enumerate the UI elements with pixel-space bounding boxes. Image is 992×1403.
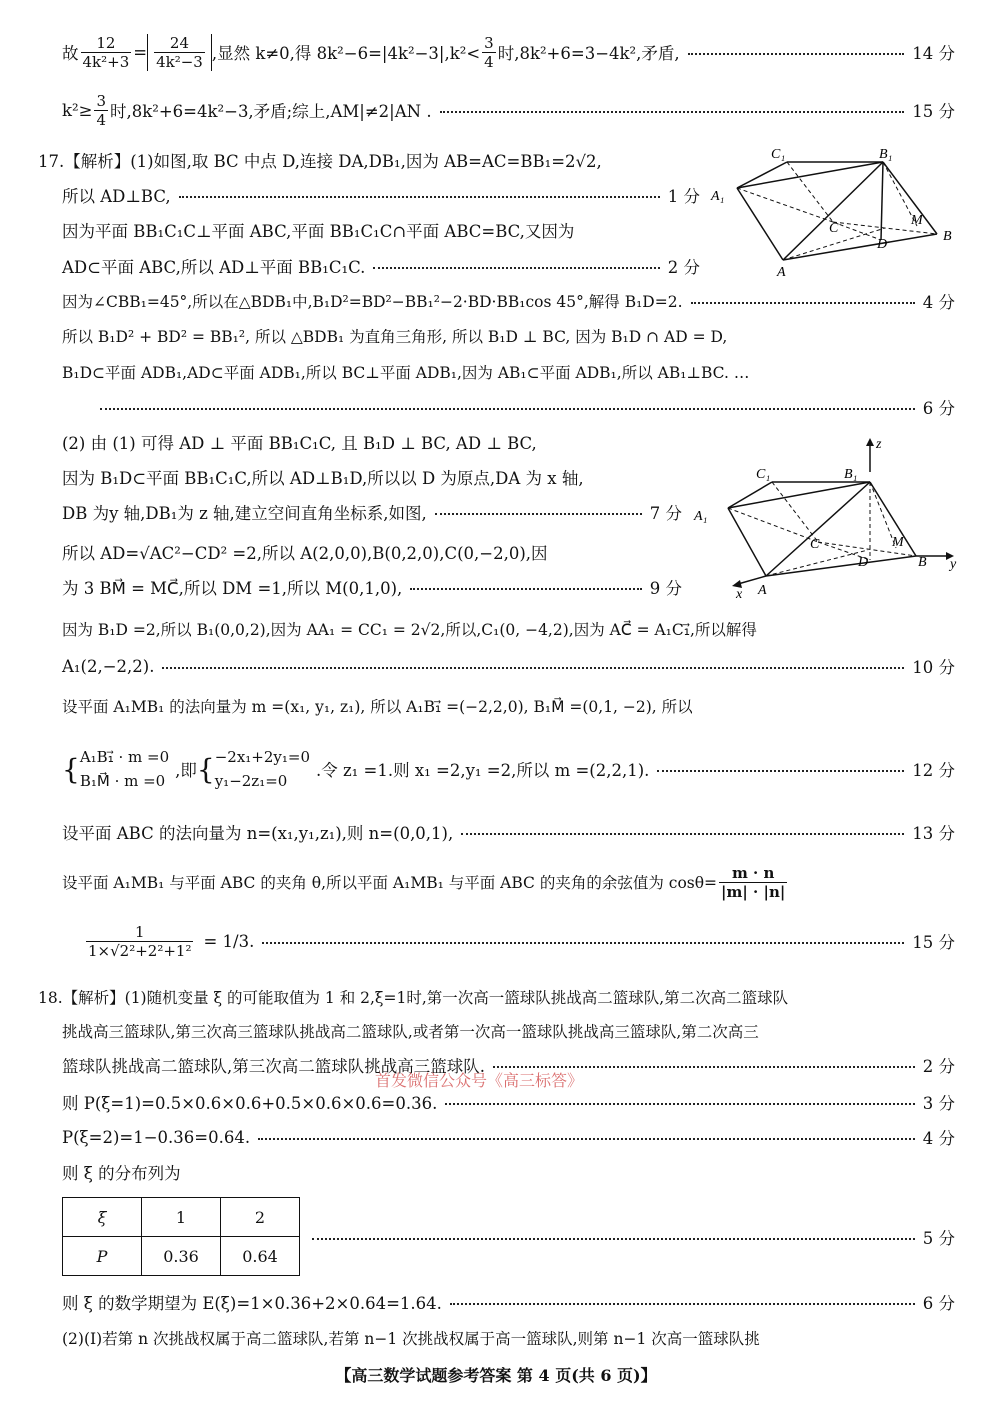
label-d: D [858,555,869,570]
text: 因为∠CBB₁=45°,所以在△BDB₁中,B₁D²=BD²−BB₁²−2·BD·BB₁cos 45°,解得 B₁D=2. [62,293,683,311]
line-13 [62,500,682,524]
text: 所以 AD=√AC²−CD² =2,所以 A(2,0,0),B(0,2,0),C(0,−2,0),因 [62,544,548,563]
score: 1 分 [667,187,700,206]
denominator: 4 [96,110,106,129]
denominator: 4 [484,52,494,71]
text: ,即 [175,761,197,780]
score: 7 分 [649,504,682,523]
leader-dots [312,1238,915,1240]
label-m: M [911,213,923,228]
text: 篮球队挑战高二篮球队,第三次高二篮球队挑战高三篮球队. [62,1057,485,1076]
text: (2) 由 (1) 可得 AD ⊥ 平面 BB₁C₁C, 且 B₁D ⊥ BC, AD ⊥ BC, [62,434,537,453]
leader-dots [262,942,904,944]
left-brace: { [196,752,215,786]
text: ,显然 k≠0,得 8k²−6=|4k²−3|,k²< [211,44,481,63]
text: 设平面 ABC 的法向量为 n=(x₁,y₁,z₁),则 n=(0,0,1), [62,824,454,843]
line-30 [62,1290,955,1314]
text: P(ξ=2)=1−0.36=0.64. [62,1127,251,1147]
page-footer: 【高三数学试题参考答案 第 4 页(共 6 页)】 [335,1366,657,1385]
score: 10 分 [912,658,955,677]
line-19 [62,738,955,800]
text: 则 P(ξ=1)=0.5×0.6×0.6+0.5×0.6×0.6=0.36. [62,1094,438,1113]
text: 则 ξ 的分布列为 [62,1164,181,1183]
text: 所以 AD⊥BC, [62,187,171,206]
line-29 [312,1225,955,1249]
score: 12 分 [912,761,955,780]
leader-dots [435,513,642,515]
line-23 [38,985,955,1009]
line-6 [62,254,700,278]
line-9 [62,360,955,384]
leader-dots [373,267,659,269]
leader-dots [162,667,904,669]
fraction [94,92,108,129]
numerator: 1 [134,922,145,941]
text: 为 3 BM⃗ = MC⃗,所以 DM =1,所以 M(0,1,0), [62,579,403,598]
label-b1: B₁ [879,147,893,162]
score: 6 分 [922,1294,955,1313]
label-c1: C₁ [771,147,786,162]
numerator: 24 [169,33,190,52]
line-12 [62,465,700,489]
absolute-value [147,34,212,71]
label-x-axis: x [736,587,743,602]
equation: y₁−2z₁=0 [214,772,288,790]
line-4 [62,183,700,207]
table-cell: 0.64 [221,1237,300,1276]
table-cell: 1 [142,1198,221,1237]
leader-dots [410,588,642,590]
line-24 [62,1019,955,1043]
line-31 [62,1326,955,1350]
label-b: B [943,229,952,244]
score: 6 分 [922,399,955,418]
line-10 [62,395,955,419]
label-c1: C₁ [756,467,771,482]
fraction [719,864,787,901]
equation: −2x₁+2y₁=0 [214,748,310,766]
text: 因为 B₁D =2,所以 B₁(0,0,2),因为 AA₁ = CC₁ = 2√2,所以,C₁(0, −4,2),因为 AC⃗ = A₁C₁⃗,所以解得 [62,621,757,639]
fraction [86,923,193,960]
text: 设平面 A₁MB₁ 的法向量为 m =(x₁, y₁, z₁), 所以 A₁B₁⃗ =(−2,2,0), B₁M⃗ =(0,1, −2), 所以 [62,698,693,716]
text: = [133,42,148,62]
numerator: 3 [484,33,494,52]
line-26 [62,1090,955,1114]
line-8 [62,324,955,348]
denominator: 4k²+3 [82,52,130,71]
system-2 [215,745,310,793]
line-18 [62,694,955,718]
score: 15 分 [912,933,955,952]
text: k²≥ [62,100,93,120]
score: 13 分 [912,824,955,843]
text: AD⊂平面 ABC,所以 AD⊥平面 BB₁C₁C. [62,258,366,277]
system-1 [80,745,169,793]
table-cell: 2 [221,1198,300,1237]
denominator: 4k²−3 [156,52,203,71]
table-cell: 0.36 [142,1237,221,1276]
score: 4 分 [922,293,955,312]
label-y-axis: y [950,557,957,572]
score: 15 分 [912,102,955,121]
line-15 [62,575,682,599]
equation: B₁M⃗ · m =0 [79,772,166,790]
prism-figure-1 [705,140,965,285]
text: 因为 B₁D⊂平面 BB₁C₁C,所以 AD⊥B₁D,所以以 D 为原点,DA 为 x 轴, [62,469,584,488]
label-c: C [829,221,839,236]
label-a: A [777,265,786,280]
score: 2 分 [922,1057,955,1076]
numerator: 3 [96,91,106,110]
denominator: |m| · |n| [721,882,786,901]
label-d: D [877,237,888,252]
score: 2 分 [667,258,700,277]
leader-dots [461,833,904,835]
leader-dots [657,770,904,772]
line-1 [62,30,955,74]
score: 9 分 [649,579,682,598]
table-row [63,1198,300,1237]
prism-figure-2 [692,432,967,602]
text: B₁D⊂平面 ADB₁,AD⊂平面 ADB₁,所以 BC⊥平面 ADB₁,因为 AB₁⊂平面 ADB₁,所以 AB₁⊥BC. … [62,364,750,382]
text: (2)(Ⅰ)若第 n 次挑战权属于高二篮球队,若第 n−1 次挑战权属于高一篮球队,则第 n−1 次高一篮球队挑 [62,1330,760,1348]
table-row [63,1237,300,1276]
line-20 [62,820,955,844]
score: 14 分 [912,44,955,63]
score: 5 分 [922,1229,955,1248]
leader-dots [440,111,905,113]
text: = 1/3. [203,931,255,951]
line-3 [38,148,700,172]
leader-dots [445,1103,914,1105]
leader-dots [691,302,915,304]
line-11 [62,430,700,454]
label-z-axis: z [876,437,882,452]
numerator: m · n [731,863,775,882]
score: 3 分 [922,1094,955,1113]
line-2 [62,88,955,132]
leader-dots [688,53,905,55]
numerator: 12 [96,33,116,52]
label-b: B [918,555,927,570]
line-28 [62,1160,955,1184]
text: .令 z₁ =1.则 x₁ =2,y₁ =2,所以 m =(2,2,1). [316,761,650,780]
label-a1: A₁ [694,509,708,524]
line-17 [62,654,955,678]
text: 设平面 A₁MB₁ 与平面 ABC 的夹角 θ,所以平面 A₁MB₁ 与平面 ABC 的夹角的余弦值为 cosθ= [62,874,718,892]
line-22 [84,918,955,964]
line-16 [62,617,955,641]
watermark: 首发微信公众号《高三标答》 [375,1071,584,1090]
text: A₁(2,−2,2). [62,656,155,676]
text: 则 ξ 的数学期望为 E(ξ)=1×0.36+2×0.64=1.64. [62,1294,442,1313]
denominator: 1×√2²+2²+1² [88,941,192,960]
text: 时,8k²+6=3−4k²,矛盾, [497,44,680,63]
text: 18.【解析】(1)随机变量 ξ 的可能取值为 1 和 2,ξ=1时,第一次高一篮球队挑战高二篮球队,第二次高二篮球队 [38,989,789,1007]
text: 17.【解析】(1)如图,取 BC 中点 D,连接 DA,DB₁,因为 AB=AC=BB₁=2√2, [38,152,602,171]
line-5 [62,218,700,242]
text: 挑战高三篮球队,第三次高三篮球队挑战高二篮球队,或者第一次高一篮球队挑战高三篮球队,第二次高三 [62,1023,759,1041]
text: DB 为y 轴,DB₁为 z 轴,建立空间直角坐标系,如图, [62,504,427,523]
text: 因为平面 BB₁C₁C⊥平面 ABC,平面 BB₁C₁C∩平面 ABC=BC,又因为 [62,222,575,241]
leader-dots [100,408,915,410]
fraction [154,34,205,71]
line-7 [62,289,955,313]
fraction [81,34,132,71]
line-21 [62,860,955,904]
left-brace: { [62,752,80,786]
label-a: A [758,583,767,598]
table-cell: ξ [63,1198,142,1237]
leader-dots [179,196,660,198]
score: 4 分 [922,1129,955,1148]
leader-dots [258,1138,915,1140]
label-b1: B₁ [844,467,858,482]
text: 故 [62,44,79,63]
text: 所以 B₁D² + BD² = BB₁², 所以 △BDB₁ 为直角三角形, 所以 B₁D ⊥ BC, 因为 B₁D ∩ AD = D, [62,328,728,346]
text: 时,8k²+6=4k²−3,矛盾;综上,AM|≠2|AN . [110,102,432,121]
distribution-table [62,1197,300,1276]
fraction [482,34,496,71]
label-c: C [810,537,820,552]
line-27 [62,1125,955,1149]
table-cell: P [63,1237,142,1276]
leader-dots [450,1303,915,1305]
label-a1: A₁ [711,189,725,204]
line-14 [62,540,700,564]
label-m: M [892,535,904,550]
equation: A₁B₁⃗ · m =0 [79,748,170,766]
